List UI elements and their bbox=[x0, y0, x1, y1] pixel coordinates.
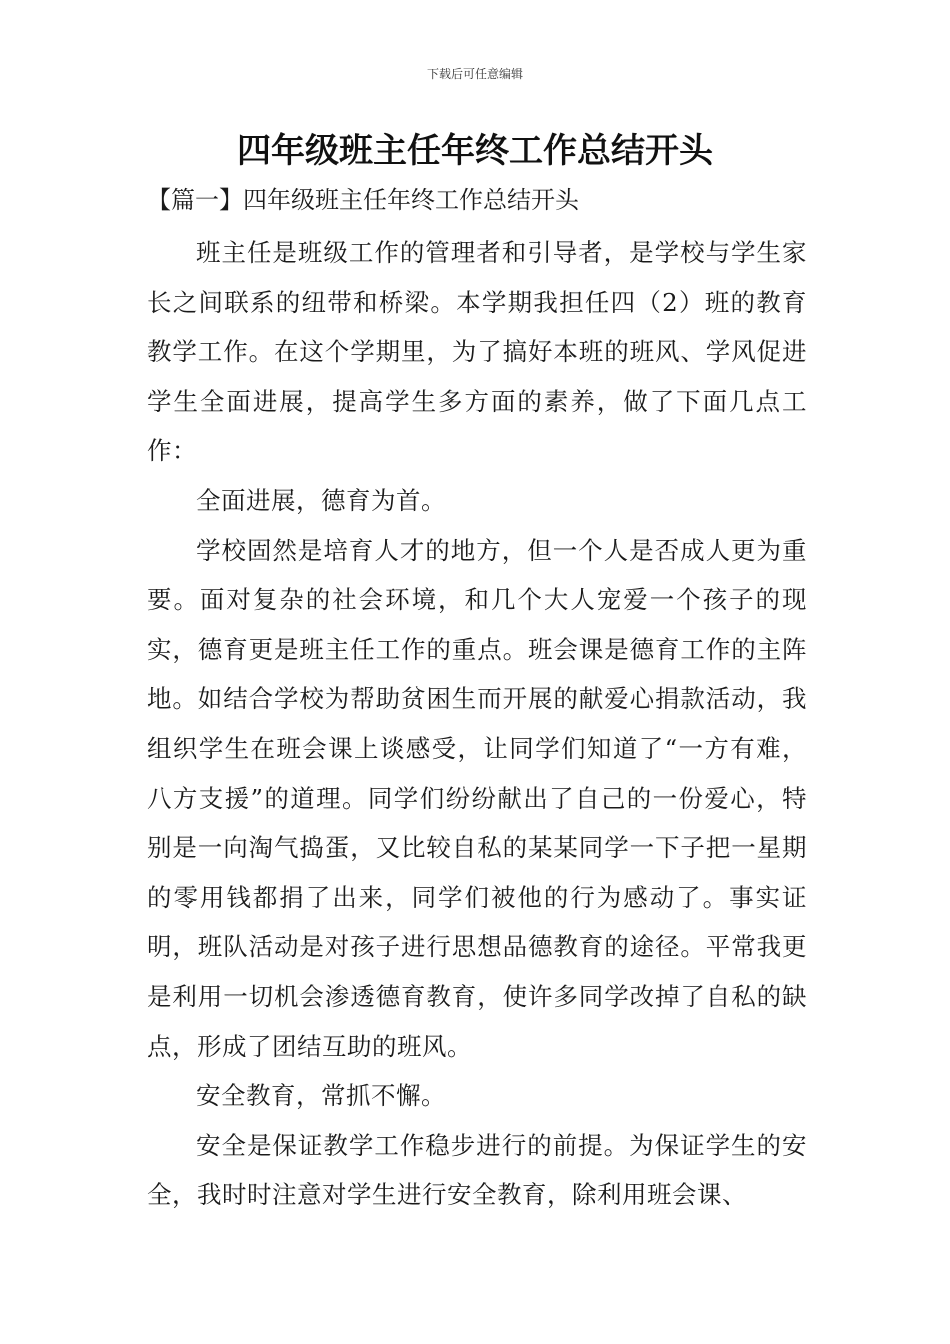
document-body bbox=[147, 228, 807, 1220]
document-title: 四年级班主任年终工作总结开头 bbox=[237, 131, 713, 171]
paragraph-moral-education: 学校固然是培育人才的地方，但一个人是否成人更为重要。面对复杂的社会环境，和几个大人宠爱一个孩子的现实，德育更是班主任工作的重点。班会课是德育工作的主阵地。如结合学校为帮助贫困生而开展的献爱心捐款活动，我组织学生在班会课上谈感受，让同学们知道了“一方有难，八方支援”的道理。同学们纷纷献出了自己的一份爱心，特别是一向淘气捣蛋，又比较自私的某某同学一下子把一星期的零用钱都捐了出来，同学们被他的行为感动了。事实证明，班队活动是对孩子进行思想品德教育的途径。平常我更是利用一切机会渗透德育教育，使许多同学改掉了自私的缺点，形成了团结互助的班风。 bbox=[147, 535, 807, 1061]
paragraph-intro: 班主任是班级工作的管理者和引导者，是学校与学生家长之间联系的纽带和桥梁。本学期我担任四（2）班的教育教学工作。在这个学期里，为了搞好本班的班风、学风促进学生全面进展，提高学生多方面的素养，做了下面几点工作： bbox=[147, 238, 807, 466]
paragraph-safety-education: 安全是保证教学工作稳步进行的前提。为保证学生的安全，我时时注意对学生进行安全教育，除利用班会课、 bbox=[147, 1130, 807, 1210]
paragraph-subheading-safety: 安全教育，常抓不懈。 bbox=[196, 1081, 446, 1111]
section-heading: 【篇一】四年级班主任年终工作总结开头 bbox=[147, 186, 579, 214]
paragraph-subheading-moral: 全面进展，德育为首。 bbox=[196, 485, 446, 515]
page-header-note: 下载后可任意编辑 bbox=[426, 67, 523, 81]
